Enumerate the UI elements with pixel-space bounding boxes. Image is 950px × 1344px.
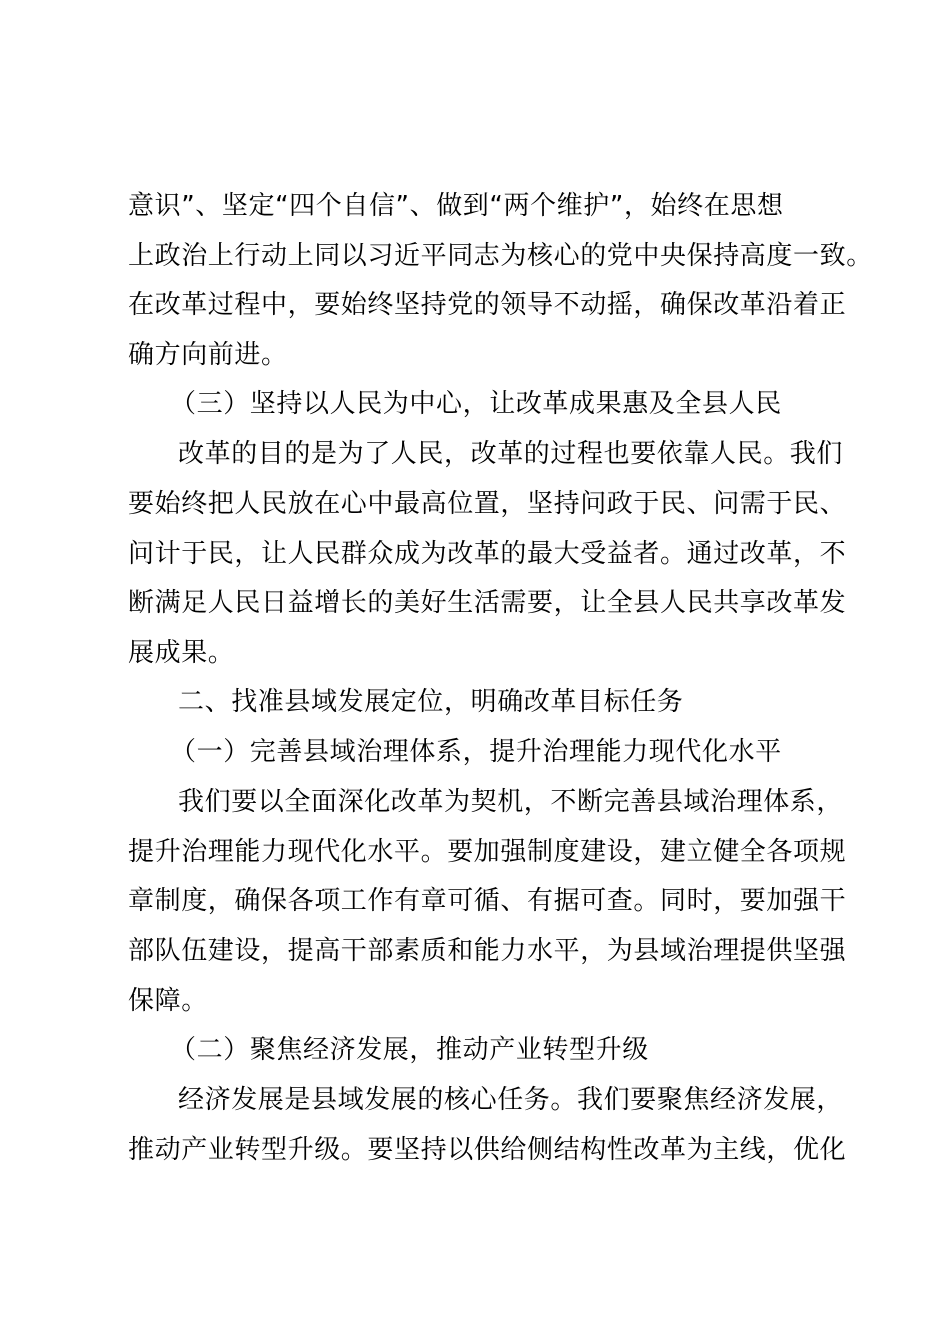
paragraph-line: 提升治理能力现代化水平。要加强制度建设，建立健全各项规	[128, 837, 847, 867]
paragraph-line: 我们要以全面深化改革为契机，不断完善县域治理体系，	[178, 787, 844, 817]
paragraph-line: 问计于民，让人民群众成为改革的最大受益者。通过改革，不	[128, 539, 847, 569]
paragraph-line: 意识”、坚定“四个自信”、做到“两个维护”，始终在思想	[128, 191, 784, 221]
paragraph-line: 经济发展是县域发展的核心任务。我们要聚焦经济发展，	[178, 1085, 844, 1115]
paragraph-line: 在改革过程中，要始终坚持党的领导不动摇，确保改革沿着正	[128, 290, 847, 320]
chapter-heading: 二、找准县域发展定位，明确改革目标任务	[178, 687, 684, 717]
section-heading: （一）完善县域治理体系，提升治理能力现代化水平	[170, 737, 782, 767]
paragraph-line: 上政治上行动上同以习近平同志为核心的党中央保持高度一致。	[128, 241, 873, 271]
paragraph-line: 改革的目的是为了人民，改革的过程也要依靠人民。我们	[178, 439, 844, 469]
paragraph-line: 要始终把人民放在心中最高位置，坚持问政于民、问需于民、	[128, 489, 847, 519]
paragraph-line: 推动产业转型升级。要坚持以供给侧结构性改革为主线，优化	[128, 1135, 847, 1165]
section-heading: （三）坚持以人民为中心，让改革成果惠及全县人民	[170, 389, 782, 419]
paragraph-line: 部队伍建设，提高干部素质和能力水平，为县域治理提供坚强	[128, 936, 847, 966]
paragraph-line: 展成果。	[128, 638, 235, 668]
paragraph-line: 确方向前进。	[128, 340, 288, 370]
paragraph-line: 断满足人民日益增长的美好生活需要，让全县人民共享改革发	[128, 588, 847, 618]
paragraph-line: 保障。	[128, 986, 208, 1016]
paragraph-line: 章制度，确保各项工作有章可循、有据可查。同时，要加强干	[128, 886, 847, 916]
section-heading: （二）聚焦经济发展，推动产业转型升级	[170, 1035, 649, 1065]
